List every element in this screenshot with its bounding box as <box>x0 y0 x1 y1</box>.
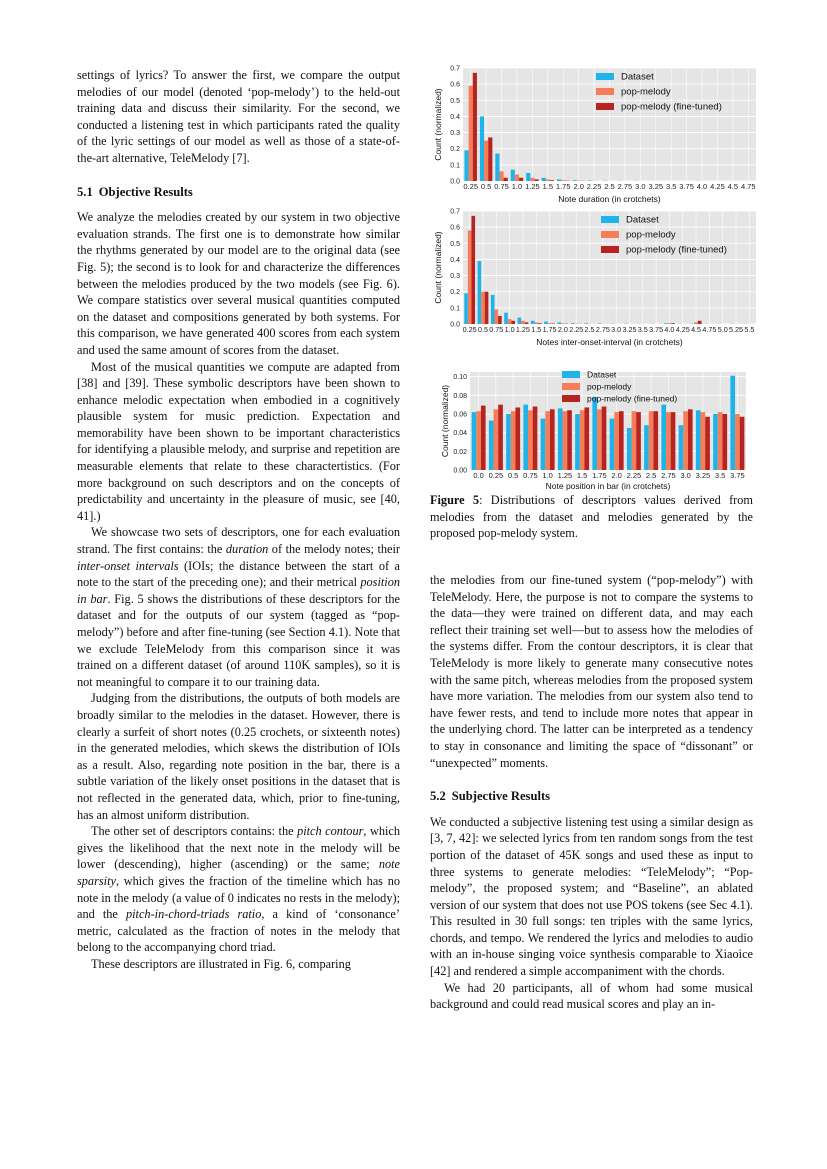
bar <box>557 322 561 324</box>
bar <box>636 412 641 470</box>
y-axis-label: Count (normalized) <box>433 231 443 304</box>
bar <box>534 322 538 324</box>
bar <box>735 414 740 470</box>
x-tick-label: 4.75 <box>740 182 756 191</box>
x-tick-label: 4.0 <box>696 182 708 191</box>
bar <box>649 411 654 470</box>
bar <box>548 323 552 324</box>
bar <box>485 292 489 324</box>
y-tick-label: 0.5 <box>450 97 460 105</box>
bar <box>468 230 472 324</box>
y-tick-label: 0.10 <box>453 374 467 382</box>
y-tick-label: 0.2 <box>450 146 460 154</box>
bar <box>469 86 473 181</box>
legend-label: pop-melody <box>626 229 676 241</box>
bar <box>525 322 529 324</box>
bar <box>499 171 503 181</box>
x-tick-label: 2.0 <box>573 182 584 191</box>
legend-swatch <box>601 246 619 253</box>
x-tick-label: 0.25 <box>488 471 504 480</box>
x-tick-label: 4.0 <box>664 325 675 334</box>
x-tick-label: 1.25 <box>515 325 530 334</box>
y-tick-label: 0.4 <box>450 256 460 264</box>
y-axis-label: Count (normalized) <box>440 384 450 458</box>
y-tick-label: 0.4 <box>450 113 460 121</box>
bar <box>561 180 565 181</box>
x-tick-label: 5.25 <box>729 325 744 334</box>
x-tick-label: 3.25 <box>695 471 711 480</box>
bar <box>518 318 522 324</box>
bar <box>602 407 607 470</box>
x-tick-label: 0.5 <box>507 471 519 480</box>
bar <box>666 412 671 470</box>
x-tick-label: 2.5 <box>604 182 615 191</box>
bar <box>575 414 580 470</box>
x-tick-label: 0.25 <box>462 325 477 334</box>
y-tick-label: 0.7 <box>450 208 460 216</box>
bar <box>563 411 568 470</box>
y-tick-label: 0.02 <box>453 448 467 456</box>
legend-label: Dataset <box>587 369 617 380</box>
x-tick-label: 3.75 <box>730 471 745 480</box>
x-tick-label: 3.25 <box>622 325 637 334</box>
bar <box>491 295 495 324</box>
bar <box>533 407 538 470</box>
bar <box>488 137 492 181</box>
section-title: Objective Results <box>98 184 193 199</box>
bar <box>688 409 693 470</box>
bar <box>521 321 525 324</box>
y-tick-label: 0.04 <box>453 430 467 438</box>
y-tick-label: 0.3 <box>450 273 460 281</box>
bar <box>614 412 619 470</box>
bar <box>730 376 735 470</box>
x-tick-label: 1.5 <box>576 471 588 480</box>
bar <box>494 409 499 470</box>
x-tick-label: 2.75 <box>595 325 610 334</box>
bar <box>683 411 688 470</box>
y-tick-label: 0.5 <box>450 240 460 248</box>
x-tick-label: 2.5 <box>645 471 657 480</box>
legend-swatch <box>601 231 619 238</box>
y-tick-label: 0.00 <box>453 467 467 475</box>
bar <box>498 405 503 470</box>
legend-label: pop-melody (fine-tuned) <box>626 244 727 256</box>
x-tick-label: 0.0 <box>473 471 484 480</box>
bar <box>472 412 477 470</box>
body-paragraph: Judging from the distributions, the outputs of both models are broadly similar to the melodies in the dataset. However, there is clearly a surfeit of short notes (0.25 crochets, or sixteenth notes) in the generated melodies, which skews the distribution of IOIs as a result. Also, regarding note position in the bar, there is a subtle variation of the likely onset positions in the dataset that is not reflected in the generated data, which, prior to fine-tuning, has an almost uniform distribution. <box>77 691 400 822</box>
legend-swatch <box>601 216 619 223</box>
x-tick-label: 0.25 <box>463 182 479 191</box>
body-paragraph: the melodies from our fine-tuned system (“pop-melody”) with TeleMelody. Here, the purpose is not to compare the systems to the data—they were trained on different data, and may each reflect their training set well—but to assess how the melodies of the systems differ. From the contour descriptors, it is clear that TeleMelody is more likely to generate many consecutive notes with the same pitch, whereas melodies from the proposed system have more variation. The melodies from our system also tend to have fewer rests, and tend to include more notes that appear in the underlying chord. The latter can be interpreted as a tendency to stay in consonance and limiting the space of “dissonant” or “unexpected” moments. <box>430 573 753 770</box>
bar <box>550 409 555 470</box>
bar <box>464 293 468 324</box>
bar <box>489 421 494 470</box>
legend-swatch <box>596 103 614 110</box>
bar <box>478 261 482 324</box>
bar <box>494 309 498 324</box>
bar <box>511 321 515 324</box>
bar <box>523 405 528 470</box>
body-paragraph: The other set of descriptors contains: the pitch contour, which gives the likelihood that the next note in the melody will be lower (descending), higher (ascending) or the same; note sparsity, which gives the fraction of the timeline which has no note in the melody (a value of 0 indicates no rests in the melody); and the pitch-in-chord-triads ratio, a kind of ‘consonance’ metric, calculated as the fraction of notes in the melody that belong to the accompanying chord triad. <box>77 824 401 955</box>
bar <box>504 313 508 324</box>
bar <box>627 428 632 470</box>
bar <box>701 412 706 470</box>
x-tick-label: 2.25 <box>586 182 602 191</box>
x-tick-label: 4.25 <box>710 182 725 191</box>
y-tick-label: 0.06 <box>453 411 467 419</box>
body-paragraph: We conducted a subjective listening test using a similar design as [3, 7, 42]: we selected lyrics from ten random songs from the test portion of the dataset of 45K songs and used these as input to three systems to generate melodies: “TeleMelody”; “Pop-melody”, the proposed system; and “Baseline”, an ablated version of our system that does not use POS tokens (see Sec 4.1). This resulted in 30 full songs: ten triples with the same lyrics, chords, and tempo. We rendered the lyrics and melodies to audio with an in-house singing voice synthesis comparable to Xiaoice [42] and rendered a simple accompaniment with the chords. <box>430 814 753 979</box>
bar <box>580 410 585 470</box>
bar <box>515 175 519 181</box>
x-tick-label: 1.75 <box>555 182 571 191</box>
x-tick-label: 0.75 <box>494 182 509 191</box>
x-tick-label: 3.5 <box>637 325 648 334</box>
x-tick-label: 2.75 <box>617 182 633 191</box>
bar <box>480 116 484 181</box>
bar <box>504 178 508 181</box>
bar <box>653 411 658 470</box>
bar <box>722 414 727 470</box>
x-tick-label: 0.5 <box>477 325 488 334</box>
section-heading-5-1 <box>77 184 400 201</box>
legend-label: pop-melody (fine-tuned) <box>587 393 678 404</box>
y-tick-label: 0.2 <box>450 289 460 297</box>
bar <box>464 150 468 181</box>
bar <box>531 321 535 324</box>
x-tick-label: 3.25 <box>648 182 664 191</box>
bar <box>541 419 546 470</box>
bar <box>498 316 502 324</box>
bar <box>610 419 615 470</box>
y-tick-label: 0.3 <box>450 130 460 138</box>
y-tick-label: 0.0 <box>450 178 460 186</box>
legend-label: pop-melody <box>587 381 632 392</box>
y-axis-label: Count (normalized) <box>433 88 443 161</box>
chart-note-duration <box>430 62 760 207</box>
x-tick-label: 2.25 <box>626 471 642 480</box>
bar <box>718 412 723 470</box>
x-tick-label: 0.75 <box>489 325 504 334</box>
bar <box>584 323 588 324</box>
legend-swatch <box>562 395 580 402</box>
x-tick-label: 1.0 <box>504 325 515 334</box>
bar <box>597 409 602 470</box>
bar <box>519 178 523 181</box>
x-tick-label: 4.25 <box>675 325 690 334</box>
legend-label: Dataset <box>621 71 654 83</box>
bar <box>592 397 597 470</box>
y-tick-label: 0.1 <box>450 305 460 313</box>
body-paragraph: We showcase two sets of descriptors, one for each evaluation strand. The first contains: the duration of the melody notes; their inter-onset intervals (IOIs; the distance between the start of a note to the start of the preceding one); and their metrical position in bar. Fig. 5 shows the distributions of these descriptors for the dataset and for the outputs of our system (tagged as “pop-melody”) before and after fine-tuning (see Section 4.1). Note that we exclude TeleMelody from this comparison since it was trained on a different dataset (of around 110K samples), so it is not meaningful to compare it to our training data. <box>77 525 401 689</box>
legend-label: pop-melody (fine-tuned) <box>621 101 722 113</box>
bar <box>558 408 563 470</box>
x-tick-label: 1.0 <box>511 182 523 191</box>
bar <box>671 323 675 324</box>
bar <box>515 407 520 470</box>
x-tick-label: 3.5 <box>714 471 726 480</box>
bar <box>619 411 624 470</box>
bar <box>705 417 710 470</box>
x-tick-label: 1.25 <box>557 471 573 480</box>
bar <box>476 411 481 470</box>
section-heading-5-2 <box>430 788 753 805</box>
bar <box>694 322 698 324</box>
x-tick-label: 2.75 <box>661 471 676 480</box>
bar <box>481 292 485 324</box>
legend-swatch <box>596 88 614 95</box>
bar <box>471 216 475 324</box>
y-tick-label: 0.08 <box>453 392 467 400</box>
bar <box>511 411 516 470</box>
bar <box>542 178 546 181</box>
bar <box>511 170 515 181</box>
bar <box>698 321 702 324</box>
x-tick-label: 3.5 <box>665 182 677 191</box>
bar <box>545 411 550 470</box>
x-tick-label: 5.0 <box>717 325 728 334</box>
bar <box>571 323 575 324</box>
bar <box>526 173 530 181</box>
x-tick-label: 1.0 <box>542 471 553 480</box>
bar <box>584 407 589 470</box>
x-tick-label: 4.5 <box>691 325 702 334</box>
bar <box>495 154 499 181</box>
bar <box>671 412 676 470</box>
bar <box>557 179 561 181</box>
bar <box>506 414 511 470</box>
body-paragraph: We analyze the melodies created by our system in two objective evaluation strands. The first one is to demonstrate how similar the rhythms generated by our model are to the original data (see Fig. 5); the second is to look for and characterize the differences between the melodies produced by the two models (see Fig. 6). We compare statistics over several musical quantities computed on the dataset and compositions generated by both systems. For this comparison, we have generated 400 scores from each system and used the same amount of scores from the dataset. <box>77 210 400 357</box>
bar <box>572 180 576 181</box>
body-paragraph: Most of the musical quantities we compute are adapted from [38] and [39]. These symbolic descriptors have been shown to enhance melodic expectation when embodied in a cognitively plausible system for music prediction. Expectation and memorability have been shown to be important characteristics for identifying a plausible melody, and surprise and repetition are measurable elements that relate to these charactertistics. (For more background on such descriptors and on the concepts of predictability and uncertainty in the pleasure of music, see [40, 41].) <box>77 359 400 523</box>
right-column <box>430 572 753 1013</box>
bar <box>632 411 637 470</box>
section-number: 5.1 <box>77 184 93 199</box>
y-tick-label: 0.6 <box>450 81 460 89</box>
body-paragraph: These descriptors are illustrated in Fig. 6, comparing <box>91 956 351 971</box>
chart-position-in-bar <box>430 354 760 494</box>
x-tick-label: 2.0 <box>557 325 568 334</box>
bar <box>567 410 572 470</box>
y-tick-label: 0.6 <box>450 224 460 232</box>
section-title: Subjective Results <box>451 789 551 804</box>
x-tick-label: 3.0 <box>680 471 691 480</box>
figure-caption: Figure 5: Distributions of descriptors values derived from melodies from the dataset and melodies generated by the proposed pop-melody system. <box>430 493 753 541</box>
x-tick-label: 4.75 <box>702 325 717 334</box>
x-tick-label: 0.75 <box>523 471 538 480</box>
section-number: 5.2 <box>430 789 446 804</box>
x-tick-label: 3.0 <box>635 182 646 191</box>
x-tick-label: 3.75 <box>679 182 694 191</box>
legend-swatch <box>596 73 614 80</box>
legend-swatch <box>562 383 580 390</box>
chart-inter-onset-interval <box>430 205 760 350</box>
x-tick-label: 4.5 <box>727 182 739 191</box>
x-tick-label: 0.5 <box>480 182 492 191</box>
bar <box>550 180 554 181</box>
bar <box>484 141 488 181</box>
bar <box>534 179 538 181</box>
x-tick-label: 5.5 <box>744 325 755 334</box>
bar <box>679 425 684 470</box>
y-tick-label: 0.0 <box>450 321 460 329</box>
y-tick-label: 0.1 <box>450 162 460 170</box>
bar <box>544 322 548 324</box>
body-paragraph: We had 20 participants, all of whom had some musical background and could read musical scores and play an in- <box>430 980 753 1012</box>
x-tick-label: 2.5 <box>584 325 595 334</box>
left-column <box>77 67 400 972</box>
bar <box>481 406 486 470</box>
legend-label: pop-melody <box>621 86 671 98</box>
bar <box>664 323 668 324</box>
bar <box>668 323 672 324</box>
bar <box>508 319 512 324</box>
bar <box>740 417 745 470</box>
bar <box>538 323 542 324</box>
x-axis-label: Note position in bar (in crotchets) <box>545 481 671 491</box>
x-tick-label: 1.75 <box>542 325 557 334</box>
x-tick-label: 1.5 <box>531 325 542 334</box>
x-tick-label: 2.0 <box>611 471 622 480</box>
bar <box>530 178 534 181</box>
x-axis-label: Note duration (in crotchets) <box>558 194 661 204</box>
x-tick-label: 2.25 <box>569 325 584 334</box>
x-tick-label: 1.25 <box>525 182 540 191</box>
bar <box>644 425 649 470</box>
legend-label: Dataset <box>626 214 659 226</box>
x-axis-label: Notes inter-onset-interval (in crotchets) <box>536 337 683 347</box>
x-tick-label: 1.5 <box>542 182 554 191</box>
plot-area <box>463 211 756 324</box>
bar <box>661 405 666 470</box>
x-tick-label: 3.75 <box>649 325 664 334</box>
x-tick-label: 1.75 <box>592 471 607 480</box>
legend-swatch <box>562 371 580 378</box>
bar <box>546 179 550 181</box>
figure-5 <box>430 62 760 494</box>
bar <box>473 73 477 181</box>
bar <box>713 414 718 470</box>
y-tick-label: 0.7 <box>450 65 460 73</box>
intro-paragraph: settings of lyrics? To answer the first, we compare the output melodies of our model (denoted ‘pop-melody’) to the held-out training data and discuss their similarity. For the second, we conducted a listening test in which participants rated the quality of the lyric settings of our model as well as those of a state-of-the-art alternative, TeleMelody [7]. <box>77 68 400 165</box>
bar <box>696 410 701 470</box>
bar <box>528 410 533 470</box>
x-tick-label: 3.0 <box>611 325 622 334</box>
